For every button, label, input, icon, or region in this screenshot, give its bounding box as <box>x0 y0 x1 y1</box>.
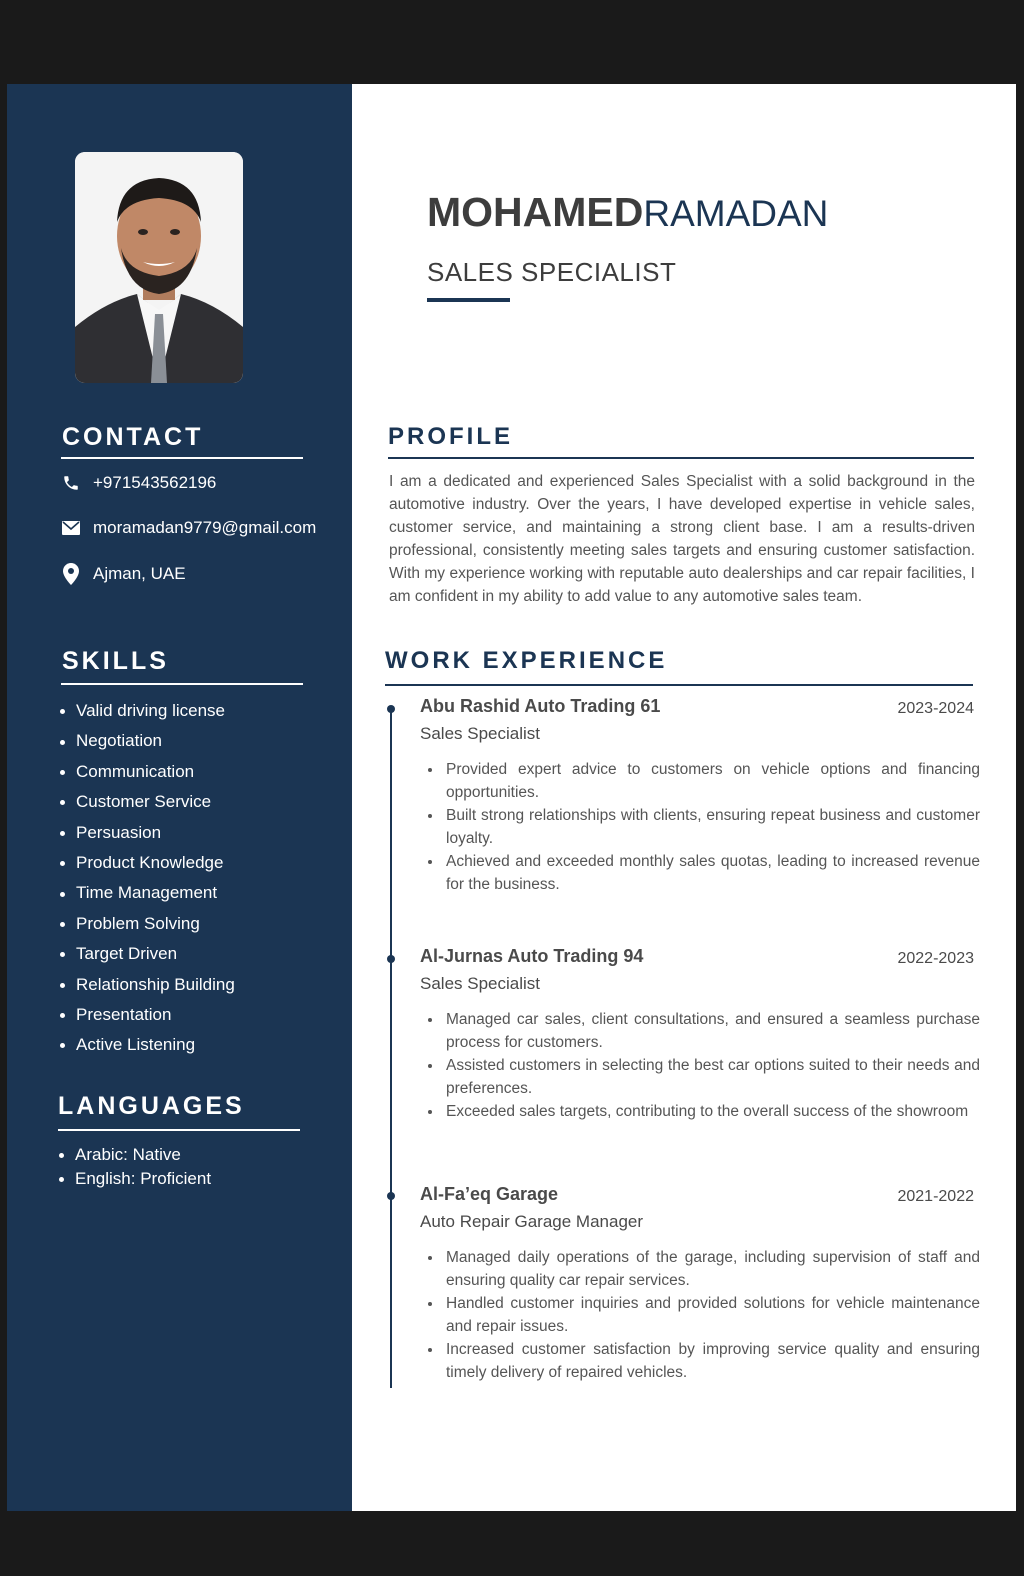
skill-item: Communication <box>60 757 235 787</box>
contact-divider <box>61 457 303 459</box>
resume-sheet <box>7 84 1016 1511</box>
job-bullets <box>420 1008 980 1123</box>
job-bullet: Managed daily operations of the garage, including supervision of staff and ensuring quality car repair services. <box>420 1246 980 1292</box>
job-bullets <box>420 1246 980 1384</box>
profile-photo-illustration <box>75 152 243 383</box>
company-name: Abu Rashid Auto Trading 61 <box>420 696 661 716</box>
map-pin-icon <box>61 564 81 584</box>
languages-divider <box>58 1129 300 1131</box>
skills-divider <box>61 683 303 685</box>
profile-heading: PROFILE <box>388 423 514 450</box>
job-role: Sales Specialist <box>420 724 541 743</box>
job-title: SALES SPECIALIST <box>427 257 677 287</box>
contact-location <box>61 564 186 584</box>
job-bullets <box>420 758 980 896</box>
skills-list <box>60 696 235 1061</box>
job-bullet: Handled customer inquiries and provided solutions for vehicle maintenance and repair issues. <box>420 1292 980 1338</box>
envelope-icon <box>61 518 81 538</box>
skill-item: Problem Solving <box>60 909 235 939</box>
job-bullet: Built strong relationships with clients, ensuring repeat business and customer loyalty. <box>420 804 980 850</box>
email-link[interactable]: moramadan9779@gmail.com <box>93 518 317 537</box>
skill-item: Presentation <box>60 1000 235 1030</box>
timeline-dot <box>387 705 395 713</box>
contact-heading: CONTACT <box>62 423 204 451</box>
job-role: Auto Repair Garage Manager <box>420 1212 644 1231</box>
skill-item: Active Listening <box>60 1030 235 1060</box>
job-dates: 2022-2023 <box>897 950 974 967</box>
work-experience-heading: WORK EXPERIENCE <box>385 647 668 674</box>
skill-item: Persuasion <box>60 818 235 848</box>
profile-divider <box>388 457 974 459</box>
full-name <box>427 189 828 236</box>
languages-list <box>59 1143 211 1191</box>
skill-item: Target Driven <box>60 939 235 969</box>
job-bullet: Achieved and exceeded monthly sales quotas, leading to increased revenue for the business. <box>420 850 980 896</box>
timeline-dot <box>387 955 395 963</box>
language-item: Arabic: Native <box>59 1143 211 1167</box>
company-name: Al-Fa’eq Garage <box>420 1184 559 1204</box>
job-bullet: Increased customer satisfaction by improving service quality and ensuring timely delivery of repaired vehicles. <box>420 1338 980 1384</box>
title-underline <box>427 298 510 302</box>
skill-item: Negotiation <box>60 726 235 756</box>
skill-item: Valid driving license <box>60 696 235 726</box>
contact-email <box>61 518 316 538</box>
location-text: Ajman, UAE <box>93 564 186 583</box>
languages-heading: LANGUAGES <box>58 1092 245 1120</box>
skill-item: Product Knowledge <box>60 848 235 878</box>
last-name: RAMADAN <box>643 193 829 234</box>
profile-photo <box>75 152 243 383</box>
job-entry <box>420 1184 980 1384</box>
main-content <box>352 84 1016 1511</box>
first-name: MOHAMED <box>427 189 644 235</box>
skill-item: Relationship Building <box>60 970 235 1000</box>
contact-phone <box>61 473 216 493</box>
language-item: English: Proficient <box>59 1167 211 1191</box>
job-entry <box>420 696 980 896</box>
job-bullet: Provided expert advice to customers on vehicle options and financing opportunities. <box>420 758 980 804</box>
job-dates: 2021-2022 <box>897 1188 974 1205</box>
job-bullet: Assisted customers in selecting the best car options suited to their needs and preferences. <box>420 1054 980 1100</box>
phone-text[interactable]: +971543562196 <box>93 473 217 492</box>
profile-summary: I am a dedicated and experienced Sales Specialist with a solid background in the automotive industry. Over the years, I have developed expertise in vehicle sales, customer service, and maintaining a strong client base. I am a results-driven professional, consistently meeting sales targets and ensuring customer satisfaction. With my experience working with reputable auto dealerships and car repair facilities, I am confident in my ability to add value to any automotive sales team. <box>389 473 975 605</box>
timeline-line <box>390 708 392 1388</box>
work-experience-divider <box>385 684 973 686</box>
skill-item: Customer Service <box>60 787 235 817</box>
job-entry <box>420 946 980 1123</box>
skills-heading: SKILLS <box>62 647 169 675</box>
phone-icon <box>61 473 81 493</box>
sidebar <box>7 84 352 1511</box>
job-bullet: Managed car sales, client consultations, and ensured a seamless purchase process for customers. <box>420 1008 980 1054</box>
job-dates: 2023-2024 <box>897 700 974 717</box>
job-role: Sales Specialist <box>420 974 541 993</box>
timeline-dot <box>387 1192 395 1200</box>
skill-item: Time Management <box>60 878 235 908</box>
job-bullet: Exceeded sales targets, contributing to the overall success of the showroom <box>420 1100 980 1123</box>
company-name: Al-Jurnas Auto Trading 94 <box>420 946 644 966</box>
